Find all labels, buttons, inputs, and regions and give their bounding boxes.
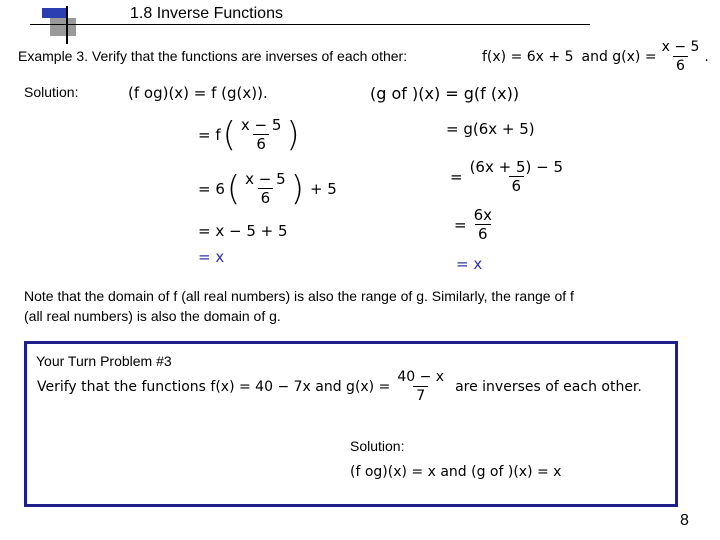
right-step-3-fraction: $\frac{(6x + 5) - 5}{6}$ bbox=[469, 158, 563, 195]
and-g-label: and g(x) = bbox=[581, 48, 657, 65]
solution-label: Solution: bbox=[24, 84, 79, 100]
header-blue-block bbox=[42, 8, 66, 18]
left-step-5: = x bbox=[198, 248, 225, 266]
left-step-2-fraction: $\frac{x - 5}{6}$ bbox=[240, 116, 282, 153]
period: . bbox=[704, 48, 709, 65]
right-step-4: = $\frac{6x}{6}$ bbox=[454, 206, 497, 243]
page-number: 8 bbox=[680, 512, 689, 529]
your-turn-problem: Verify that the functions f(x) = 40 − 7x and g(x) = $\frac{40 - x}{7}$ are inverses of each other. bbox=[37, 369, 642, 404]
f-definition: f(x) = 6x + 5 bbox=[482, 48, 574, 65]
left-step-1: (f og)(x) = f (g(x)). bbox=[128, 84, 268, 102]
right-step-3: = $\frac{(6x + 5) - 5}{6}$ bbox=[450, 158, 568, 195]
example-prompt: Example 3. Verify that the functions are inverses of each other: bbox=[18, 48, 408, 64]
left-step-2: = f ( $\frac{x - 5}{6}$ ) bbox=[198, 114, 300, 155]
right-step-2: = g(6x + 5) bbox=[446, 120, 535, 138]
example-functions bbox=[482, 38, 709, 75]
your-turn-check: (f og)(x) = x and (g of )(x) = x bbox=[350, 464, 562, 480]
header-vertical-line bbox=[66, 6, 68, 44]
left-step-4: = x − 5 + 5 bbox=[198, 222, 288, 240]
right-step-5: = x bbox=[456, 255, 483, 273]
g-numerator: x − 5 bbox=[661, 39, 700, 55]
g-fraction bbox=[659, 38, 703, 75]
your-turn-solution-label: Solution: bbox=[350, 438, 405, 454]
g-denominator: 6 bbox=[673, 56, 688, 75]
note-line-2: (all real numbers) is also the domain of g. bbox=[24, 308, 281, 324]
right-step-1: (g of )(x) = g(f (x)) bbox=[370, 84, 520, 103]
your-turn-title: Your Turn Problem #3 bbox=[36, 353, 172, 369]
left-step-3-fraction: $\frac{x - 5}{6}$ bbox=[245, 170, 286, 207]
note-line-1: Note that the domain of f (all real numbers) is also the range of g. Similarly, the range of f bbox=[24, 288, 574, 304]
page-title: 1.8 Inverse Functions bbox=[130, 5, 283, 22]
header-horizontal-line bbox=[30, 24, 590, 25]
left-step-3: = 6 ( $\frac{x - 5}{6}$ ) + 5 bbox=[198, 168, 337, 209]
right-step-4-fraction: $\frac{6x}{6}$ bbox=[473, 206, 492, 243]
your-turn-g-fraction: $\frac{40 - x}{7}$ bbox=[397, 369, 445, 404]
header-gray-block bbox=[50, 18, 76, 36]
